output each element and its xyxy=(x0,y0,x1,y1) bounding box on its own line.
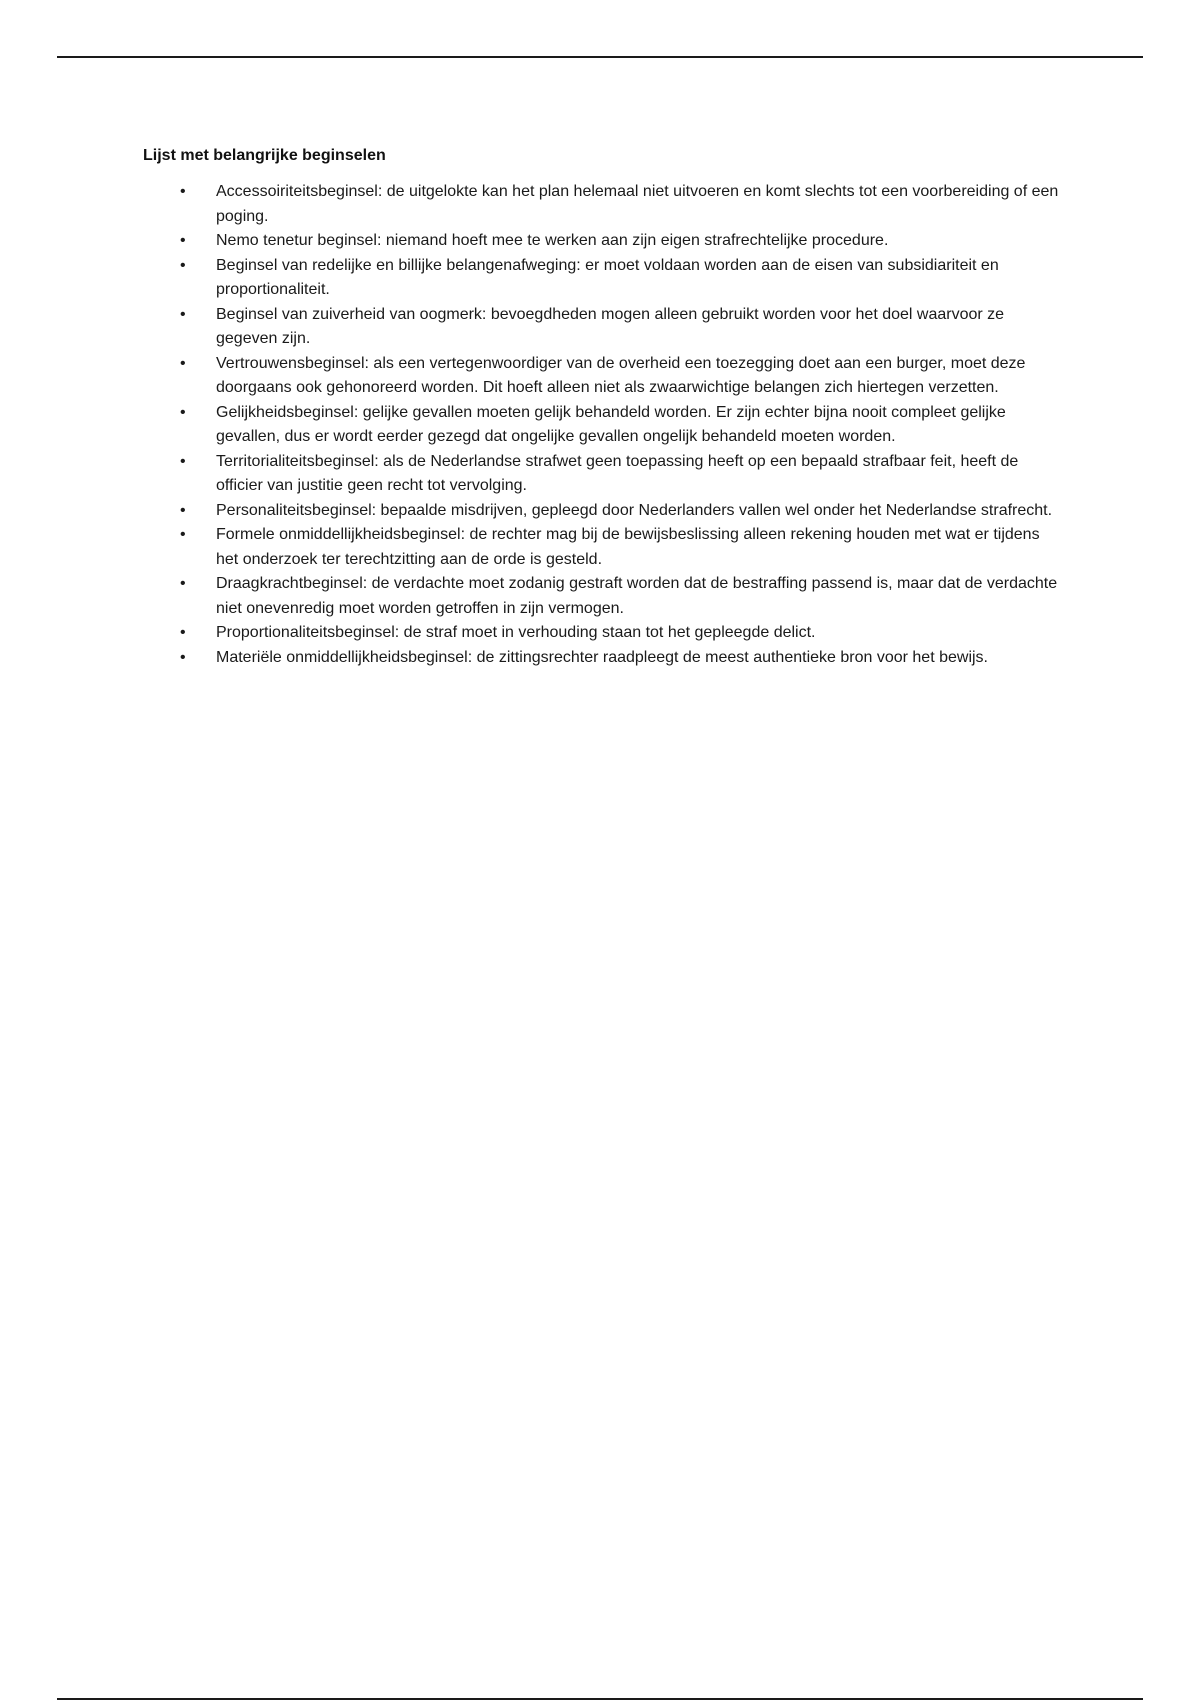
list-item-text: Personaliteitsbeginsel: bepaalde misdrijven, gepleegd door Nederlanders vallen wel onder het Nederlandse strafrecht. xyxy=(216,501,1053,519)
bullet-icon: • xyxy=(180,354,186,372)
bullet-icon: • xyxy=(180,624,186,641)
bullet-icon: • xyxy=(180,183,186,200)
list-item-text: Proportionaliteitsbeginsel: de straf moet in verhouding staan tot het gepleegde delict. xyxy=(216,624,816,641)
bullet-icon: • xyxy=(180,501,186,519)
list-item xyxy=(143,450,1063,499)
bullet-icon: • xyxy=(180,232,186,249)
list-item-text: Vertrouwensbeginsel: als een vertegenwoordiger van de overheid een toezegging doet aan een burger, moet deze doorgaans ook gehonoreerd worden. Dit hoeft alleen niet als zwaarwichtige belangen zich hiertegen verzetten. xyxy=(216,354,1026,396)
bullet-icon: • xyxy=(180,256,186,274)
bullet-icon: • xyxy=(180,452,186,470)
list-item-text: Beginsel van zuiverheid van oogmerk: bevoegdheden mogen alleen gebruikt worden voor het doel waarvoor ze gegeven zijn. xyxy=(216,305,1005,347)
document-heading: Lijst met belangrijke beginselen xyxy=(143,147,386,164)
principles-list xyxy=(143,180,1063,670)
list-item xyxy=(143,621,1063,646)
list-item-text: Nemo tenetur beginsel: niemand hoeft mee te werken aan zijn eigen strafrechtelijke procedure. xyxy=(216,232,889,249)
list-item-text: Draagkrachtbeginsel: de verdachte moet zodanig gestraft worden dat de bestraffing passend is, maar dat de verdachte niet onevenredig moet worden getroffen in zijn vermogen. xyxy=(216,575,1058,617)
list-item-text: Formele onmiddellijkheidsbeginsel: de rechter mag bij de bewijsbeslissing alleen rekening houden met wat er tijdens het onderzoek ter terechtzitting aan de orde is gesteld. xyxy=(216,526,1040,568)
bullet-icon: • xyxy=(180,526,186,543)
list-item xyxy=(143,180,1063,229)
list-item xyxy=(143,229,1063,254)
list-item xyxy=(143,499,1063,524)
bullet-icon: • xyxy=(180,305,186,323)
list-item xyxy=(143,646,1063,671)
document-body xyxy=(143,145,1063,670)
bullet-icon: • xyxy=(180,403,186,421)
list-item xyxy=(143,303,1063,352)
list-item xyxy=(143,523,1063,572)
bullet-icon: • xyxy=(180,648,186,666)
list-item xyxy=(143,254,1063,303)
list-item xyxy=(143,352,1063,401)
list-item-text: Beginsel van redelijke en billijke belangenafweging: er moet voldaan worden aan de eisen van subsidiariteit en proportionaliteit. xyxy=(216,256,999,298)
list-item-text: Accessoiriteitsbeginsel: de uitgelokte kan het plan helemaal niet uitvoeren en komt slechts tot een voorbereiding of een poging. xyxy=(216,183,1059,225)
list-item xyxy=(143,572,1063,621)
list-item-text: Materiële onmiddellijkheidsbeginsel: de zittingsrechter raadpleegt de meest authentieke bron voor het bewijs. xyxy=(216,648,988,666)
header-rule xyxy=(57,56,1143,58)
list-item xyxy=(143,401,1063,450)
list-item-text: Gelijkheidsbeginsel: gelijke gevallen moeten gelijk behandeld worden. Er zijn echter bijna nooit compleet gelijke gevallen, dus er wordt eerder gezegd dat ongelijke gevallen ongelijk behandeld moeten worden. xyxy=(216,403,1006,445)
bullet-icon: • xyxy=(180,575,186,592)
list-item-text: Territorialiteitsbeginsel: als de Nederlandse strafwet geen toepassing heeft op een bepaald strafbaar feit, heeft de officier van justitie geen recht tot vervolging. xyxy=(216,452,1019,494)
